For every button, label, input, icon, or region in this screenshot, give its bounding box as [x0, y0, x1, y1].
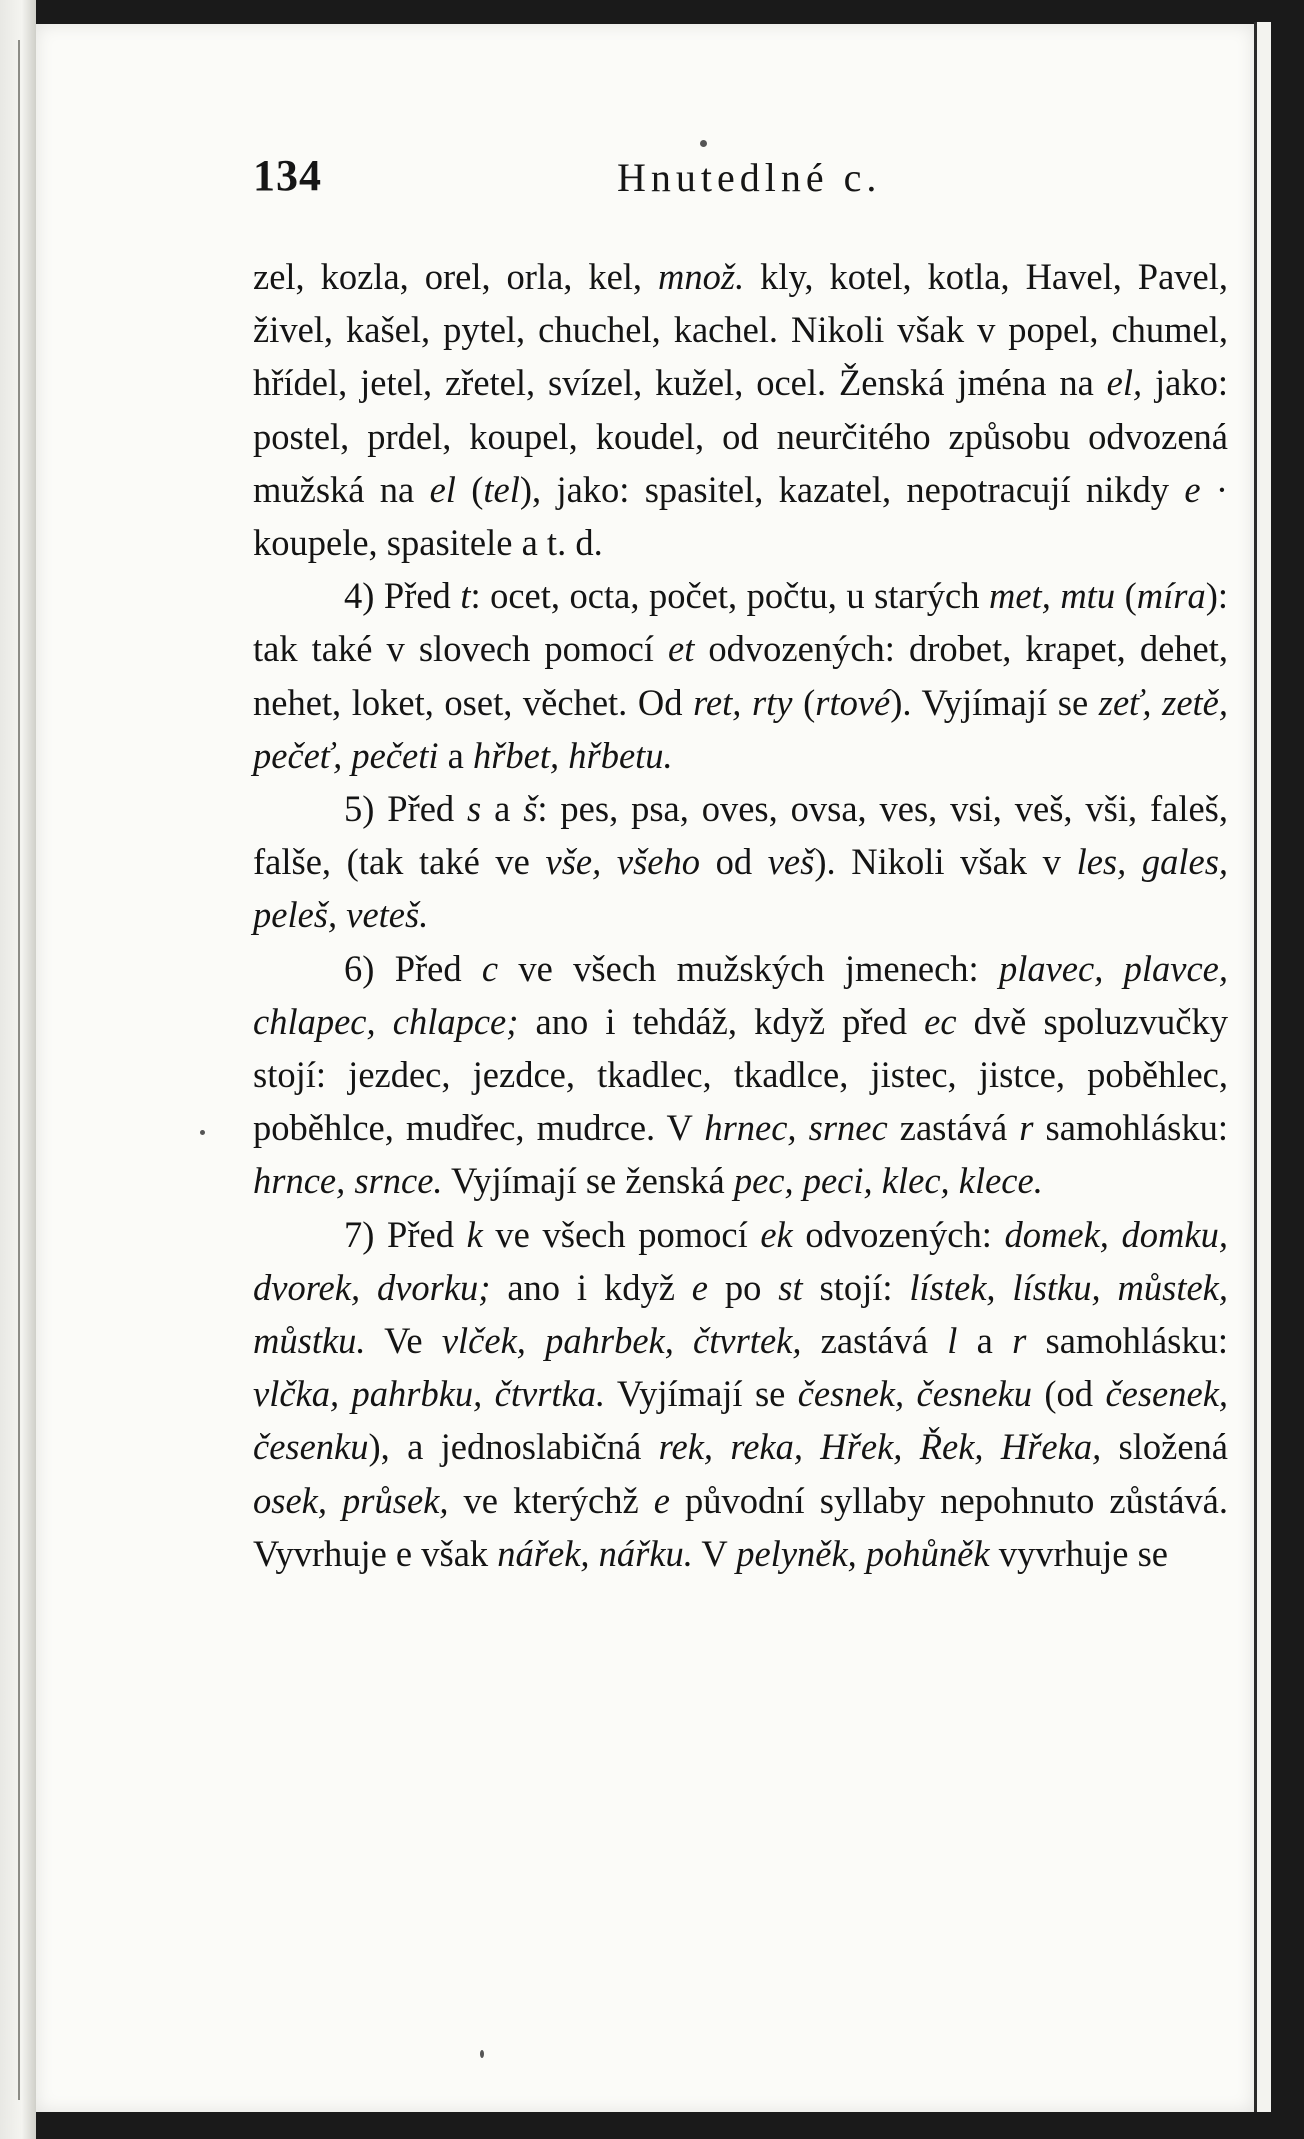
italic-term: tel: [483, 468, 520, 510]
text-run: a: [481, 788, 524, 830]
text-run: ). Vyjímají se: [890, 681, 1099, 723]
italic-term: množ.: [658, 256, 745, 297]
italic-term: rek, reka, Hřek, Řek, Hřeka,: [658, 1426, 1102, 1468]
text-run: 7) Před: [344, 1213, 467, 1255]
text-run: ano i tehdáž, když před: [518, 1000, 925, 1042]
text-run: samohlásku:: [1033, 1107, 1228, 1149]
text-run: Vyjímají se ženská: [442, 1160, 734, 1202]
left-page-strip: [0, 0, 36, 2139]
italic-term: pelyněk, pohůněk: [736, 1532, 990, 1574]
italic-term: e: [691, 1266, 708, 1308]
text-run: ), a jednoslabičná: [368, 1426, 659, 1468]
italic-term: hřbet, hřbetu.: [472, 734, 673, 776]
text-run: : ocet, octa, počet, počtu, u starých: [470, 575, 989, 617]
italic-term: et: [668, 628, 695, 670]
text-run: ve všech mužských jmenech:: [498, 947, 999, 989]
italic-term: pec, peci, klec, klece.: [733, 1160, 1043, 1202]
italic-term: c: [481, 947, 499, 989]
text-run: zel, kozla, orel, orla, kel,: [253, 256, 658, 297]
italic-term: nářek, nářku.: [497, 1532, 693, 1574]
paragraph-rule-6: [253, 942, 1228, 1208]
text-run: 4) Před: [344, 575, 461, 617]
italic-term: les, gales, peleš, veteš.: [253, 841, 1229, 936]
italic-term: vše, všeho: [545, 841, 700, 883]
text-run: odvozených:: [792, 1213, 1005, 1255]
italic-term: ek: [760, 1213, 793, 1255]
text-run: původní syllaby nepohnuto zůstává. Vyvrhuje e však: [253, 1479, 1228, 1574]
italic-term: š: [523, 788, 538, 830]
body-text: [253, 250, 1228, 1580]
italic-term: osek, průsek,: [253, 1479, 449, 1521]
text-run: · koupele, spasitele a t. d.: [253, 468, 1229, 564]
ink-speck: [700, 140, 707, 147]
italic-term: vlček, pahrbek, čtvrtek,: [441, 1320, 802, 1362]
paragraph-rule-7: [253, 1208, 1228, 1580]
italic-term: ec: [924, 1000, 957, 1042]
page-header: [253, 150, 1053, 210]
italic-term: domek, domku, dvorek, dvorku;: [253, 1213, 1228, 1308]
italic-term: zeť, zetě, pečeť, pečeti: [253, 681, 1228, 776]
text-run: samohlásku:: [1026, 1320, 1229, 1362]
italic-term: k: [466, 1213, 483, 1255]
italic-term: ret, rty: [693, 681, 793, 723]
text-run: (: [792, 681, 816, 723]
text-run: (: [1115, 575, 1137, 617]
text-run: složená: [1101, 1426, 1228, 1468]
text-run: ), jako: spasitel, kazatel, nepotracují nikdy: [519, 468, 1185, 510]
text-run: 5) Před: [344, 788, 468, 830]
text-run: od: [699, 841, 768, 883]
italic-term: e: [1184, 468, 1201, 510]
italic-term: e: [653, 1479, 670, 1521]
page-edge: [1254, 22, 1271, 2112]
ink-speck: [480, 2050, 484, 2058]
text-run: ve kterýchž: [448, 1479, 654, 1521]
italic-term: r: [1012, 1320, 1027, 1362]
italic-term: hrnce, srnce.: [253, 1160, 443, 1202]
italic-term: el: [429, 468, 456, 510]
text-run: ): tak také v slovech pomocí: [253, 575, 1228, 670]
text-run: a: [957, 1320, 1013, 1362]
text-run: a: [438, 734, 473, 776]
italic-term: míra: [1136, 575, 1206, 617]
italic-term: el,: [1106, 362, 1143, 404]
italic-term: plavec, plavce, chlapec, chlapce;: [253, 947, 1229, 1042]
italic-term: rtové: [815, 681, 891, 723]
paragraph-rule-5: [253, 782, 1228, 942]
italic-term: t: [460, 575, 471, 617]
italic-term: hrnec, srnec: [704, 1107, 888, 1149]
text-run: stojí:: [802, 1266, 910, 1308]
text-run: V: [692, 1532, 737, 1574]
text-run: ). Nikoli však v: [814, 841, 1077, 883]
italic-term: česnek, česneku: [797, 1373, 1033, 1415]
text-run: vyvrhuje se: [989, 1532, 1168, 1574]
text-run: odvozených: drobet, krapet, dehet, nehet, loket, oset, věchet. Od: [253, 628, 1228, 723]
italic-term: lístek, lístku, můstek, můstku.: [253, 1266, 1228, 1362]
text-run: ano i když: [490, 1266, 692, 1308]
text-run: Vyjímají se: [605, 1373, 798, 1415]
running-head: Hnutedlné c.: [617, 155, 882, 200]
text-run: jako: postel, prdel, koupel, koudel, od neurčitého způsobu odvozená mužská na: [253, 362, 1228, 510]
text-run: zastává: [801, 1320, 948, 1362]
text-run: po: [707, 1266, 779, 1308]
text-run: Ve: [365, 1320, 442, 1362]
italic-term: met, mtu: [989, 575, 1116, 617]
text-run: ve všech pomocí: [482, 1213, 761, 1255]
text-run: dvě spoluzvučky stojí: jezdec, jezdce, tkadlec, tkadlce, jistec, jistce, poběhlec, poběhlce, mudřec, mudrce. V: [253, 1000, 1229, 1149]
text-run: : pes, psa, oves, ovsa, ves, vsi, veš, vši, faleš, falše, (tak také ve: [253, 788, 1228, 883]
italic-term: l: [947, 1320, 958, 1362]
italic-term: st: [778, 1266, 803, 1308]
italic-term: veš: [767, 841, 815, 883]
italic-term: s: [467, 788, 482, 830]
text-run: (od: [1032, 1373, 1106, 1415]
text-run: zastává: [887, 1107, 1020, 1149]
text-run: 6) Před: [344, 947, 482, 989]
italic-term: r: [1019, 1107, 1034, 1149]
paragraph-continuation: [253, 250, 1228, 569]
page-number: 134: [253, 151, 322, 200]
ink-speck: [200, 1130, 205, 1135]
paragraph-rule-4: [253, 569, 1228, 782]
text-run: (: [455, 468, 484, 510]
italic-term: česenek, česenku: [253, 1373, 1229, 1468]
italic-term: vlčka, pahrbku, čtvrtka.: [253, 1373, 606, 1415]
text-run: kly, kotel, kotla, Havel, Pavel, živel, kašel, pytel, chuchel, kachel. Nikoli však v popel, chumel, hřídel, jetel, zřetel, svízel, kužel, ocel. Ženská jména na: [253, 256, 1229, 404]
